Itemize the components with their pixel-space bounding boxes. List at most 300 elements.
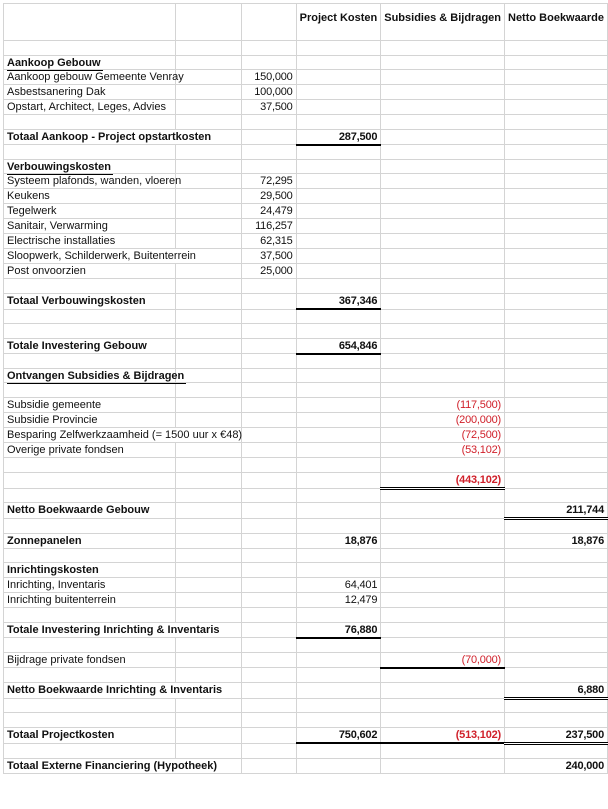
subsidy-amount[interactable]: (513,102) [381,727,505,743]
cell[interactable] [241,294,296,310]
cell[interactable] [505,234,608,249]
cell[interactable] [175,41,241,56]
cell[interactable] [241,758,296,773]
row-label: Sloopwerk, Schilderwerk, Buitenterrein [7,250,196,263]
project-total[interactable]: 76,880 [296,622,381,638]
cell[interactable] [381,713,505,728]
cell[interactable] [505,578,608,593]
detail-amount[interactable]: 116,257 [241,219,296,234]
cell[interactable] [241,309,296,324]
cell[interactable] [505,174,608,189]
cell[interactable] [381,249,505,264]
cell[interactable] [381,219,505,234]
cell[interactable] [241,472,296,488]
cell[interactable] [4,638,176,653]
cell[interactable] [175,698,241,713]
cell[interactable] [241,503,296,519]
cell[interactable] [296,519,381,534]
cell[interactable] [175,309,241,324]
detail-amount[interactable]: 100,000 [241,85,296,100]
cell[interactable] [505,548,608,563]
cell[interactable] [241,713,296,728]
cell[interactable] [175,713,241,728]
cell[interactable] [505,428,608,443]
cell[interactable] [175,472,241,488]
cell[interactable] [505,713,608,728]
cell[interactable] [175,668,241,683]
cell[interactable] [296,309,381,324]
cell[interactable] [381,294,505,310]
cell[interactable] [296,443,381,458]
cell[interactable] [241,383,296,398]
cell[interactable] [381,533,505,548]
cell[interactable] [4,100,176,115]
cell[interactable] [175,383,241,398]
detail-amount[interactable]: 24,479 [241,204,296,219]
cell[interactable] [4,249,196,264]
cell[interactable] [175,638,241,653]
cell[interactable] [381,368,505,383]
cell[interactable] [381,383,505,398]
cell[interactable] [4,129,212,145]
cell[interactable] [296,41,381,56]
cell[interactable] [175,70,241,85]
cell[interactable] [241,698,296,713]
cell[interactable] [296,368,381,383]
cell[interactable] [175,519,241,534]
cell[interactable] [241,413,296,428]
cell[interactable] [4,533,176,548]
cell[interactable] [505,145,608,160]
cell[interactable] [241,578,296,593]
netto-amount[interactable]: 6,880 [505,682,608,698]
cell[interactable] [381,638,505,653]
cell[interactable] [296,354,381,369]
cell[interactable] [4,608,176,623]
cell[interactable] [4,758,218,773]
cell[interactable] [296,608,381,623]
cell[interactable] [241,652,296,668]
cell[interactable] [296,383,381,398]
cell[interactable] [4,338,176,354]
cell[interactable] [505,488,608,503]
cell[interactable] [296,100,381,115]
cell[interactable] [296,548,381,563]
cell[interactable] [241,743,296,758]
detail-amount[interactable]: 25,000 [241,264,296,279]
cell[interactable] [381,85,505,100]
subsidy-amount[interactable]: (200,000) [381,413,505,428]
cell[interactable] [175,4,241,41]
cell[interactable] [4,713,176,728]
cell[interactable] [296,249,381,264]
cell[interactable] [175,279,241,294]
project-total[interactable]: 18,876 [296,533,381,548]
cell[interactable] [296,503,381,519]
cell[interactable] [241,488,296,503]
subsidy-amount[interactable]: (53,102) [381,443,505,458]
cell[interactable] [381,593,505,608]
cell[interactable] [381,698,505,713]
cell[interactable] [505,593,608,608]
cell[interactable] [505,279,608,294]
cell[interactable] [241,548,296,563]
cell[interactable] [505,652,608,668]
cell[interactable] [241,324,296,339]
cell[interactable] [4,503,176,519]
cell[interactable] [505,294,608,310]
cell[interactable] [241,4,296,41]
cell[interactable] [381,668,505,683]
cell[interactable] [4,743,176,758]
cell[interactable] [296,145,381,160]
cell[interactable] [241,593,296,608]
cell[interactable] [381,189,505,204]
cell[interactable] [241,55,296,70]
cell[interactable] [296,472,381,488]
cell[interactable] [175,219,241,234]
cell[interactable] [296,638,381,653]
cell[interactable] [505,41,608,56]
cell[interactable] [296,174,381,189]
cell[interactable] [241,398,296,413]
cell[interactable] [296,428,381,443]
cell[interactable] [4,70,184,85]
cell[interactable] [381,100,505,115]
cell[interactable] [4,622,220,638]
cell[interactable] [381,174,505,189]
cell[interactable] [4,682,223,698]
project-amount[interactable]: 12,479 [296,593,381,608]
cell[interactable] [4,264,176,279]
cell[interactable] [4,219,176,234]
cell[interactable] [241,443,296,458]
cell[interactable] [4,398,176,413]
cell[interactable] [381,324,505,339]
cell[interactable] [175,204,241,219]
cell[interactable] [175,338,241,354]
cell[interactable] [4,368,185,383]
cell[interactable] [241,338,296,354]
cell[interactable] [296,488,381,503]
cell[interactable] [296,713,381,728]
detail-amount[interactable]: 37,500 [241,249,296,264]
cell[interactable] [241,519,296,534]
cell[interactable] [175,264,241,279]
cell[interactable] [175,115,241,130]
cell[interactable] [505,324,608,339]
cell[interactable] [296,85,381,100]
cell[interactable] [175,593,241,608]
cell[interactable] [505,443,608,458]
project-amount[interactable]: 64,401 [296,578,381,593]
cell[interactable] [296,219,381,234]
subsidy-amount[interactable]: (117,500) [381,398,505,413]
cell[interactable] [241,727,296,743]
cell[interactable] [4,204,176,219]
cell[interactable] [381,204,505,219]
cell[interactable] [4,309,176,324]
detail-amount[interactable]: 150,000 [241,70,296,85]
cell[interactable] [175,145,241,160]
cell[interactable] [175,652,241,668]
cell[interactable] [241,159,296,174]
cell[interactable] [4,159,176,174]
cell[interactable] [175,55,241,70]
cell[interactable] [4,472,176,488]
cell[interactable] [505,204,608,219]
cell[interactable] [4,279,176,294]
cell[interactable] [175,533,241,548]
cell[interactable] [175,443,241,458]
cell[interactable] [4,668,176,683]
cell[interactable] [505,383,608,398]
cell[interactable] [175,294,241,310]
row-label: Besparing Zelfwerkzaamheid (= 1500 uur x €48) [7,429,243,442]
cell[interactable] [381,55,505,70]
cell[interactable] [296,563,381,578]
cell[interactable] [241,354,296,369]
cell[interactable] [505,472,608,488]
cell[interactable] [4,413,176,428]
cell[interactable] [381,622,505,638]
cell[interactable] [296,189,381,204]
netto-amount[interactable]: 18,876 [505,533,608,548]
cell[interactable] [381,70,505,85]
cell[interactable] [381,563,505,578]
cell[interactable] [505,249,608,264]
item-row [4,428,608,443]
detail-amount[interactable]: 29,500 [241,189,296,204]
cell[interactable] [505,100,608,115]
cell[interactable] [175,100,241,115]
cell[interactable] [175,488,241,503]
cell[interactable] [505,368,608,383]
cell[interactable] [505,354,608,369]
cell[interactable] [4,578,176,593]
subsidy-amount[interactable]: (443,102) [381,472,505,488]
cell[interactable] [241,279,296,294]
cell[interactable] [505,698,608,713]
cell[interactable] [296,264,381,279]
cell[interactable] [4,519,176,534]
cell[interactable] [175,608,241,623]
detail-amount[interactable]: 72,295 [241,174,296,189]
cell[interactable] [4,145,176,160]
cell[interactable] [505,563,608,578]
cell[interactable] [4,234,176,249]
netto-amount[interactable]: 237,500 [505,727,608,743]
cell[interactable] [505,55,608,70]
cell[interactable] [4,174,182,189]
cell[interactable] [4,563,176,578]
cell[interactable] [4,115,176,130]
cell[interactable] [175,234,241,249]
cell[interactable] [241,428,296,443]
cell[interactable] [241,145,296,160]
cell[interactable] [381,279,505,294]
cell[interactable] [241,622,296,638]
cell[interactable] [296,234,381,249]
column-header-project-kosten[interactable]: Project Kosten [296,4,381,41]
cell[interactable] [505,608,608,623]
project-total[interactable]: 287,500 [296,129,381,145]
cell[interactable] [4,458,176,473]
cell[interactable] [4,428,243,443]
cell[interactable] [175,159,241,174]
cell[interactable] [4,727,176,743]
cell[interactable] [241,368,296,383]
netto-amount[interactable]: 240,000 [505,758,608,773]
cell[interactable] [296,204,381,219]
cell[interactable] [381,309,505,324]
cell[interactable] [4,652,176,668]
cell[interactable] [175,743,241,758]
cell[interactable] [175,503,241,519]
cell[interactable] [381,519,505,534]
cell[interactable] [505,189,608,204]
cell[interactable] [296,458,381,473]
cell[interactable] [4,55,176,70]
cell[interactable] [505,159,608,174]
subsidy-amount[interactable]: (72,500) [381,428,505,443]
cell[interactable] [505,129,608,145]
cell[interactable] [505,398,608,413]
cell[interactable] [505,264,608,279]
cell[interactable] [381,608,505,623]
cell[interactable] [381,41,505,56]
cell[interactable] [241,129,296,145]
cell[interactable] [241,668,296,683]
cell[interactable] [296,398,381,413]
cell[interactable] [4,4,176,41]
cell[interactable] [4,443,176,458]
subsidy-amount[interactable]: (70,000) [381,652,505,668]
cell[interactable] [296,743,381,758]
cell[interactable] [505,70,608,85]
cell[interactable] [296,758,381,773]
cell[interactable] [381,743,505,758]
cell[interactable] [4,488,176,503]
cell[interactable] [505,338,608,354]
cell[interactable] [4,294,176,310]
cell[interactable] [175,563,241,578]
cell[interactable] [175,398,241,413]
blank-row [4,324,608,339]
cell[interactable] [296,55,381,70]
cell[interactable] [175,458,241,473]
cell[interactable] [241,458,296,473]
cell[interactable] [4,324,176,339]
cell[interactable] [241,533,296,548]
cell[interactable] [505,458,608,473]
cell[interactable] [4,383,176,398]
cell[interactable] [296,159,381,174]
cell[interactable] [296,115,381,130]
netto-amount[interactable]: 211,744 [505,503,608,519]
row-label: Tegelwerk [7,205,57,218]
cell[interactable] [296,279,381,294]
cell[interactable] [175,354,241,369]
cell[interactable] [381,354,505,369]
cell[interactable] [505,638,608,653]
cell[interactable] [4,698,176,713]
cell[interactable] [296,698,381,713]
detail-amount[interactable]: 62,315 [241,234,296,249]
cell[interactable] [4,548,176,563]
detail-amount[interactable]: 37,500 [241,100,296,115]
cell[interactable] [175,189,241,204]
cell[interactable] [505,622,608,638]
cell[interactable] [505,519,608,534]
cell[interactable] [241,638,296,653]
cell[interactable] [4,85,176,100]
cell[interactable] [381,264,505,279]
project-total[interactable]: 654,846 [296,338,381,354]
cell[interactable] [381,338,505,354]
cell[interactable] [241,682,296,698]
cell[interactable] [175,324,241,339]
project-total[interactable]: 750,602 [296,727,381,743]
cell[interactable] [241,563,296,578]
cell[interactable] [296,652,381,668]
cell[interactable] [505,413,608,428]
cell[interactable] [381,578,505,593]
cell[interactable] [175,578,241,593]
cell[interactable] [381,234,505,249]
cell[interactable] [505,85,608,100]
cell[interactable] [381,129,505,145]
cell[interactable] [381,758,505,773]
cell[interactable] [241,41,296,56]
cell[interactable] [505,743,608,758]
cell[interactable] [296,413,381,428]
cell[interactable] [381,548,505,563]
cell[interactable] [175,174,241,189]
total-label: Totaal Externe Financiering (Hypotheek) [7,759,218,772]
cell[interactable] [296,668,381,683]
column-header-netto-boekwaarde[interactable]: Netto Boekwaarde [505,4,608,41]
cell[interactable] [505,115,608,130]
row-label: Sanitair, Verwarming [7,220,108,233]
cell[interactable] [175,413,241,428]
cell[interactable] [381,503,505,519]
cell[interactable] [175,85,241,100]
cell[interactable] [4,41,176,56]
cell[interactable] [381,458,505,473]
cell[interactable] [4,189,176,204]
cell[interactable] [241,608,296,623]
project-total[interactable]: 367,346 [296,294,381,310]
cell[interactable] [381,159,505,174]
cell[interactable] [296,70,381,85]
cell[interactable] [505,309,608,324]
cell[interactable] [381,145,505,160]
cell[interactable] [505,219,608,234]
column-header-subsidies[interactable]: Subsidies & Bijdragen [381,4,505,41]
cell[interactable] [241,115,296,130]
cell[interactable] [505,668,608,683]
cell[interactable] [175,548,241,563]
cell[interactable] [296,682,381,698]
cell[interactable] [4,354,176,369]
cell[interactable] [296,324,381,339]
cell[interactable] [381,115,505,130]
cell[interactable] [4,593,176,608]
cell[interactable] [381,682,505,698]
cell[interactable] [175,727,241,743]
cell[interactable] [381,488,505,503]
